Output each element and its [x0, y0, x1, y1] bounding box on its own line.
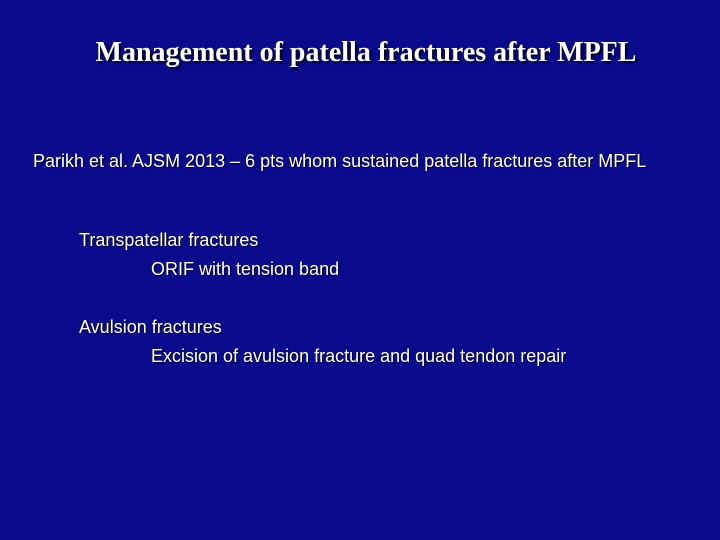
group-detail-avulsion: Excision of avulsion fracture and quad tendon repair [151, 346, 567, 366]
group-detail-transpatellar: ORIF with tension band [151, 259, 340, 279]
group-heading-avulsion: Avulsion fractures [79, 317, 222, 337]
slide-title: Management of patella fractures after MPFL [95, 37, 637, 68]
intro-text: Parikh et al. AJSM 2013 – 6 pts whom sustained patella fractures after MPFL [33, 151, 647, 171]
group-heading-transpatellar: Transpatellar fractures [79, 230, 259, 250]
